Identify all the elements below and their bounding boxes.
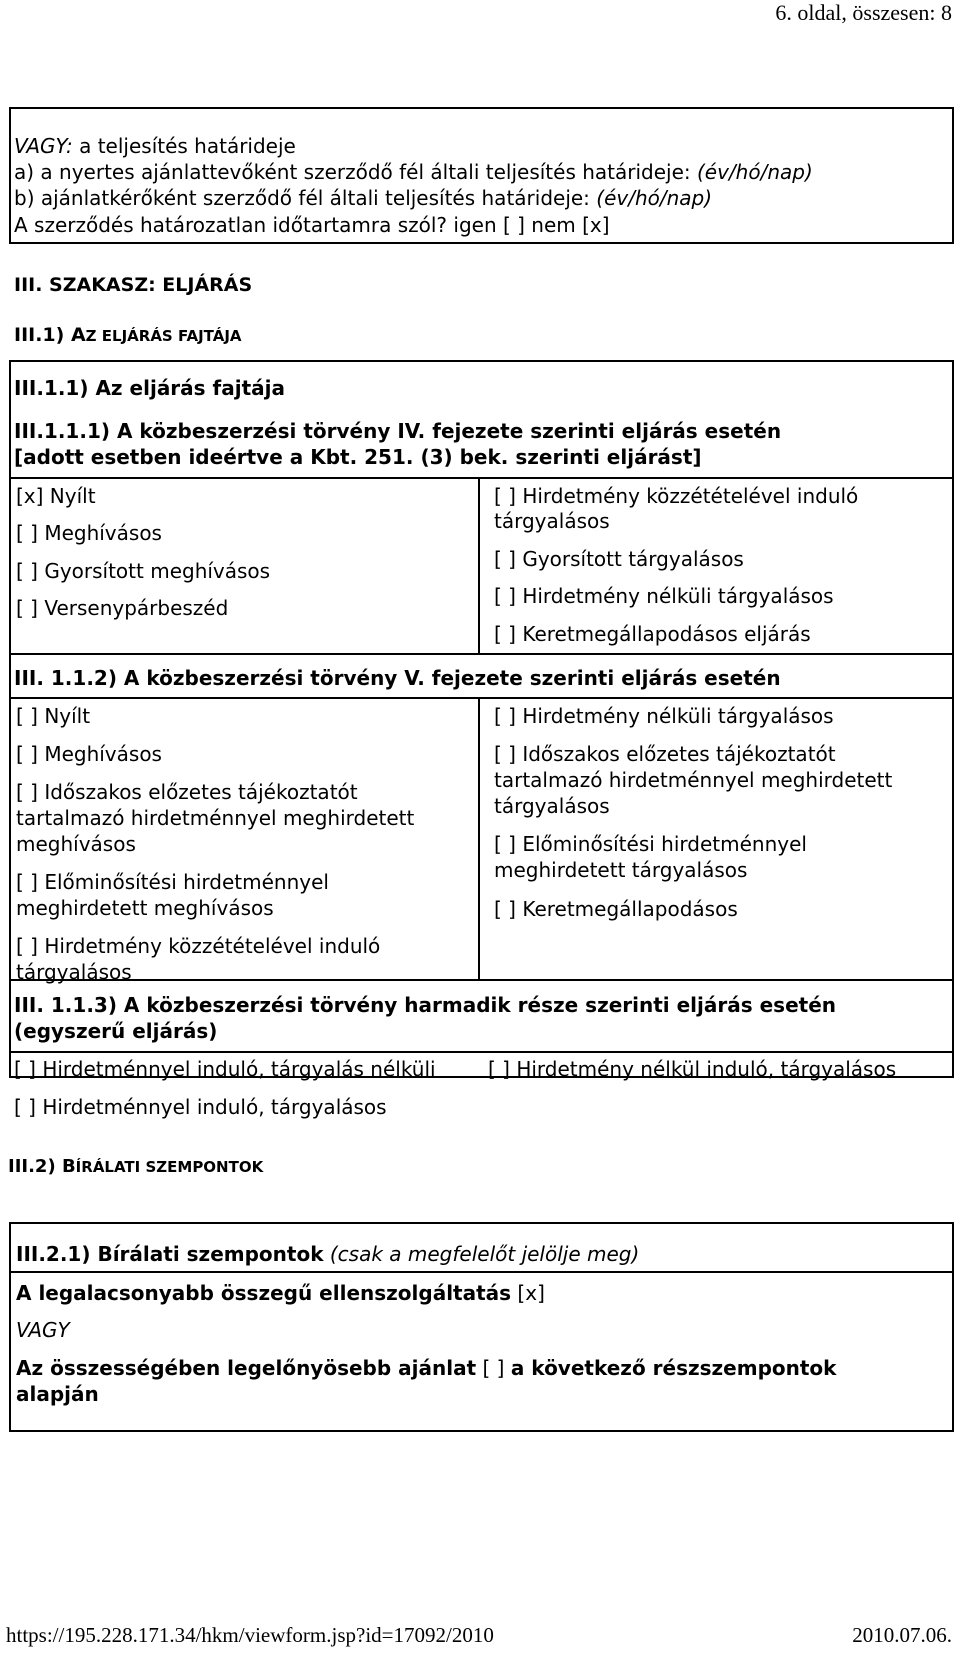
section32-heading (8, 1154, 263, 1180)
iv-option-competitive-dialogue[interactable]: [ ] Versenypárbeszéd (16, 596, 229, 620)
iv-option-open[interactable]: [x] Nyílt (16, 484, 96, 508)
v-option-negotiated-without-notice[interactable]: [ ] Hirdetmény nélküli tárgyalásos (494, 704, 834, 728)
deadline-a-text: a) a nyertes ajánlattevőként szerződő fél általi teljesítés határideje: (14, 160, 697, 184)
section3111-heading-line2: [adott esetben ideértve a Kbt. 251. (3) bek. szerinti eljárást] (14, 445, 702, 469)
section3111-heading-line1: III.1.1.1) A közbeszerzési törvény IV. fejezete szerinti eljárás esetén (14, 419, 782, 443)
section3113-heading-line2: (egyszerű eljárás) (14, 1019, 218, 1043)
simple-option-no-notice-negotiated[interactable]: [ ] Hirdetmény nélkül induló, tárgyalásos (488, 1057, 897, 1081)
criterion-best-value-l2: alapján (16, 1382, 99, 1406)
section3113-heading-line1: III. 1.1.3) A közbeszerzési törvény harmadik része szerinti eljárás esetén (14, 993, 837, 1017)
iv-option-negotiated-with-notice-l2: tárgyalásos (494, 509, 610, 533)
v-option-negotiated-with-notice-l1[interactable]: [ ] Hirdetmény közzétételével induló (16, 934, 381, 958)
best-value-label-cont: a következő részszempontok (510, 1356, 837, 1380)
lowest-price-mark: [x] (511, 1281, 545, 1305)
lowest-price-label: A legalacsonyabb összegű ellenszolgáltatás (16, 1281, 512, 1305)
iv-table-top-border (9, 477, 954, 479)
section3-title: III. SZAKASZ: ELJÁRÁS (14, 274, 253, 296)
v-option-framework[interactable]: [ ] Keretmegállapodásos (494, 897, 738, 921)
section311-heading: III.1.1) Az eljárás fajtája (14, 376, 285, 400)
deadline-a-line (14, 160, 813, 185)
criterion-lowest-price[interactable] (16, 1281, 545, 1306)
s32-prefix: III.2) B (8, 1156, 76, 1177)
v-option-qualification-restricted-l1[interactable]: [ ] Előminősítési hirdetménnyel (16, 870, 329, 894)
vagy-label: VAGY: (14, 134, 73, 158)
v-option-pin-negotiated-l3: tárgyalásos (494, 794, 610, 818)
v-table-divider (478, 697, 480, 980)
section3112-heading: III. 1.1.2) A közbeszerzési törvény V. fejezete szerinti eljárás esetén (14, 666, 781, 690)
v-option-pin-negotiated-l2: tartalmazó hirdetménnyel meghirdetett (494, 768, 893, 792)
footer-url: https://195.228.171.34/hkm/viewform.jsp?id=17092/2010 (6, 1623, 494, 1647)
iv-option-accelerated-negotiated[interactable]: [ ] Gyorsított tárgyalásos (494, 547, 744, 571)
iv-option-negotiated-without-notice[interactable]: [ ] Hirdetmény nélküli tárgyalásos (494, 584, 834, 608)
criterion-best-value-l1[interactable] (16, 1356, 836, 1381)
best-value-label: Az összességében legelőnyösebb ajánlat (16, 1356, 477, 1380)
v-option-pin-restricted-l1[interactable]: [ ] Időszakos előzetes tájékoztatót (16, 780, 358, 804)
iv-option-framework[interactable]: [ ] Keretmegállapodásos eljárás (494, 622, 811, 646)
v-table-top-border (9, 697, 954, 699)
footer-date: 2010.07.06. (852, 1623, 952, 1647)
indefinite-duration-line: A szerződés határozatlan időtartamra szól? igen [ ] nem [x] (14, 213, 610, 237)
v-option-pin-restricted-l3: meghívásos (16, 832, 136, 856)
v-option-qualification-restricted-l2: meghirdetett meghívásos (16, 896, 274, 920)
s31-rest: Z ELJÁRÁS FAJTÁJA (85, 327, 242, 345)
s31-initial: A (70, 324, 86, 346)
simple-option-notice-negotiated[interactable]: [ ] Hirdetménnyel induló, tárgyalásos (14, 1095, 387, 1119)
v-option-qualification-negotiated-l1[interactable]: [ ] Előminősítési hirdetménnyel (494, 832, 807, 856)
simple-option-notice-no-negotiation[interactable]: [ ] Hirdetménnyel induló, tárgyalás nélküli (14, 1057, 436, 1081)
iv-option-accelerated-restricted[interactable]: [ ] Gyorsított meghívásos (16, 559, 271, 583)
v-table-bottom-border (9, 979, 954, 981)
s32-rest: RÁLATI SZEMPONTOK (81, 1158, 264, 1176)
best-value-mark: [ ] (476, 1356, 511, 1380)
s321-title: III.2.1) Bírálati szempontok (16, 1242, 324, 1266)
simple-table-top-border (9, 1051, 954, 1053)
v-option-negotiated-with-notice-l2: tárgyalásos (16, 960, 132, 984)
deadline-b-text: b) ajánlatkérőként szerződő fél általi teljesítés határideje: (14, 186, 597, 210)
s321-note: (csak a megfelelőt jelölje meg) (323, 1242, 640, 1266)
deadline-label: a teljesítés határideje (72, 134, 296, 158)
iv-table-divider (478, 477, 480, 654)
iv-option-negotiated-with-notice-l1[interactable]: [ ] Hirdetmény közzétételével induló (494, 484, 859, 508)
deadline-b-line (14, 186, 712, 211)
criteria-vagy: VAGY (16, 1318, 70, 1342)
deadline-b-format: (év/hó/nap) (596, 186, 713, 210)
v-option-restricted[interactable]: [ ] Meghívásos (16, 742, 162, 766)
iv-table-bottom-border (9, 653, 954, 655)
v-option-qualification-negotiated-l2: meghirdetett tárgyalásos (494, 858, 748, 882)
v-option-open[interactable]: [ ] Nyílt (16, 704, 91, 728)
page-number-header: 6. oldal, összesen: 8 (775, 0, 952, 25)
deadline-vagy-line (14, 134, 296, 159)
v-option-pin-restricted-l2: tartalmazó hirdetménnyel meghirdetett (16, 806, 415, 830)
section31-heading (14, 323, 242, 349)
deadline-a-format: (év/hó/nap) (697, 160, 813, 184)
iv-option-restricted[interactable]: [ ] Meghívásos (16, 521, 162, 545)
criteria-divider (9, 1271, 954, 1273)
section321-heading (16, 1242, 639, 1267)
s31-prefix: III.1) (14, 324, 71, 346)
v-option-pin-negotiated-l1[interactable]: [ ] Időszakos előzetes tájékoztatót (494, 742, 836, 766)
s32-initial: Í (75, 1158, 82, 1176)
